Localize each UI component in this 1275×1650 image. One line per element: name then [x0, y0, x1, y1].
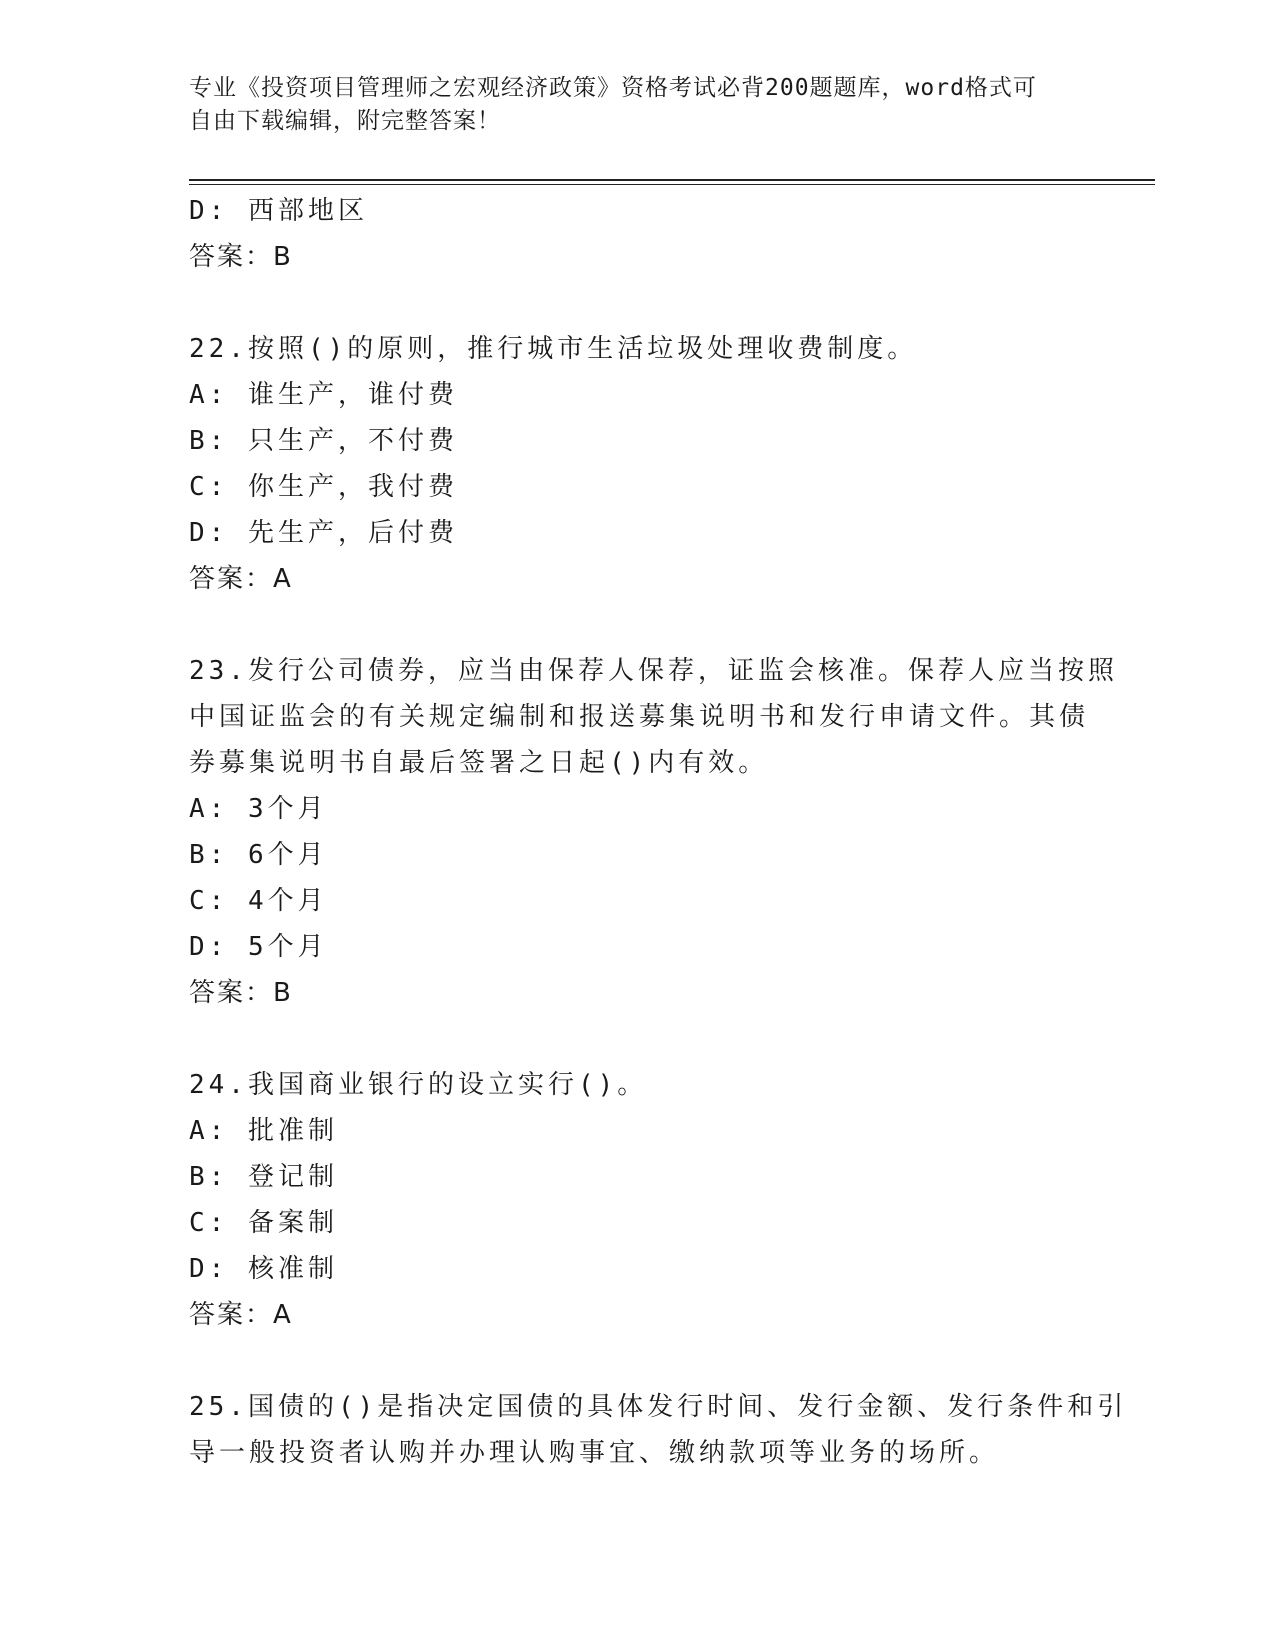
document-header: [189, 72, 1069, 138]
header-divider-thin: [189, 184, 1155, 185]
option-d: D: 核准制: [189, 1254, 338, 1284]
option-c: C: 4个月: [189, 886, 328, 916]
option-d: D: 西部地区: [189, 196, 368, 226]
option-a: A: 谁生产，谁付费: [189, 380, 458, 410]
answer-line: 答案：B: [189, 978, 293, 1008]
question-block-22: [189, 326, 1089, 602]
header-line-2: 自由下载编辑，附完整答案！: [189, 108, 501, 134]
question-text-line-3: 券募集说明书自最后签署之日起()内有效。: [189, 748, 769, 778]
option-d: D: 5个月: [189, 932, 328, 962]
option-c: C: 你生产，我付费: [189, 472, 458, 502]
question-block-24: [189, 1062, 1089, 1338]
question-text-line-2: 中国证监会的有关规定编制和报送募集说明书和发行申请文件。其债: [189, 702, 1090, 732]
option-c: C: 备案制: [189, 1208, 338, 1238]
question-block-23: [189, 648, 1118, 1016]
answer-line: 答案：A: [189, 564, 293, 594]
spacer: [189, 602, 1089, 648]
spacer: [189, 1016, 1089, 1062]
question-text: 24.我国商业银行的设立实行()。: [189, 1070, 648, 1100]
option-b: B: 6个月: [189, 840, 328, 870]
question-text: 22.按照()的原则，推行城市生活垃圾处理收费制度。: [189, 334, 918, 364]
question-text-line-1: 25.国债的()是指决定国债的具体发行时间、发行金额、发行条件和引: [189, 1392, 1128, 1422]
header-divider: [189, 179, 1155, 181]
header-line-1: 专业《投资项目管理师之宏观经济政策》资格考试必背200题题库，word格式可: [189, 75, 1037, 101]
option-d: D: 先生产，后付费: [189, 518, 458, 548]
option-a: A: 批准制: [189, 1116, 338, 1146]
option-a: A: 3个月: [189, 794, 328, 824]
option-b: B: 只生产，不付费: [189, 426, 458, 456]
document-body: [189, 188, 1128, 1476]
answer-line: 答案：A: [189, 1300, 293, 1330]
spacer: [189, 280, 1089, 326]
answer-line: 答案：B: [189, 242, 293, 272]
question-text-line-2: 导一般投资者认购并办理认购事宜、缴纳款项等业务的场所。: [189, 1438, 1000, 1468]
question-block-25: [189, 1384, 1128, 1476]
option-b: B: 登记制: [189, 1162, 338, 1192]
question-block-prev: [189, 188, 1089, 280]
spacer: [189, 1338, 1089, 1384]
question-text-line-1: 23.发行公司债券，应当由保荐人保荐，证监会核准。保荐人应当按照: [189, 656, 1118, 686]
